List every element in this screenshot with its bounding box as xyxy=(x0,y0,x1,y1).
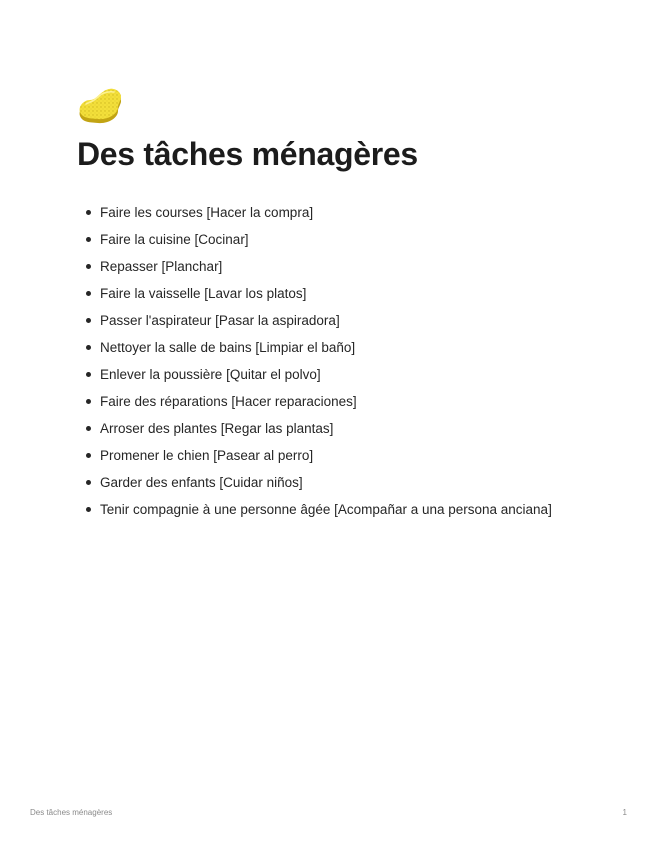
list-item-text: Faire la vaisselle [Lavar los platos] xyxy=(100,286,307,301)
bullet xyxy=(86,264,91,269)
chore-list xyxy=(100,199,552,523)
bullet xyxy=(86,507,91,512)
footer-page-number: 1 xyxy=(622,808,627,817)
bullet xyxy=(86,426,91,431)
list-item xyxy=(100,415,552,442)
list-item-text: Faire des réparations [Hacer reparaciones] xyxy=(100,394,357,409)
list-item-text: Garder des enfants [Cuidar niños] xyxy=(100,475,303,490)
page-title: Des tâches ménagères xyxy=(77,136,418,172)
list-item xyxy=(100,388,552,415)
bullet xyxy=(86,453,91,458)
list-item-text: Enlever la poussière [Quitar el polvo] xyxy=(100,367,321,382)
bullet xyxy=(86,210,91,215)
footer-title: Des tâches ménagères xyxy=(30,808,113,817)
bullet xyxy=(86,480,91,485)
list-item xyxy=(100,199,552,226)
list-item-text: Tenir compagnie à une personne âgée [Acompañar a una persona anciana] xyxy=(100,502,552,517)
sponge-icon xyxy=(76,86,124,130)
bullet xyxy=(86,345,91,350)
list-item xyxy=(100,442,552,469)
list-item xyxy=(100,334,552,361)
bullet xyxy=(86,372,91,377)
bullet xyxy=(86,318,91,323)
list-item xyxy=(100,496,552,523)
bullet xyxy=(86,291,91,296)
list-item xyxy=(100,361,552,388)
list-item-text: Arroser des plantes [Regar las plantas] xyxy=(100,421,334,436)
list-item-text: Faire les courses [Hacer la compra] xyxy=(100,205,314,220)
list-item xyxy=(100,280,552,307)
list-item-text: Repasser [Planchar] xyxy=(100,259,223,274)
list-item-text: Passer l'aspirateur [Pasar la aspiradora] xyxy=(100,313,340,328)
list-item-text: Faire la cuisine [Cocinar] xyxy=(100,232,249,247)
list-item xyxy=(100,226,552,253)
list-item xyxy=(100,469,552,496)
bullet xyxy=(86,399,91,404)
bullet xyxy=(86,237,91,242)
list-item xyxy=(100,253,552,280)
list-item-text: Nettoyer la salle de bains [Limpiar el baño] xyxy=(100,340,356,355)
list-item-text: Promener le chien [Pasear al perro] xyxy=(100,448,314,463)
list-item xyxy=(100,307,552,334)
